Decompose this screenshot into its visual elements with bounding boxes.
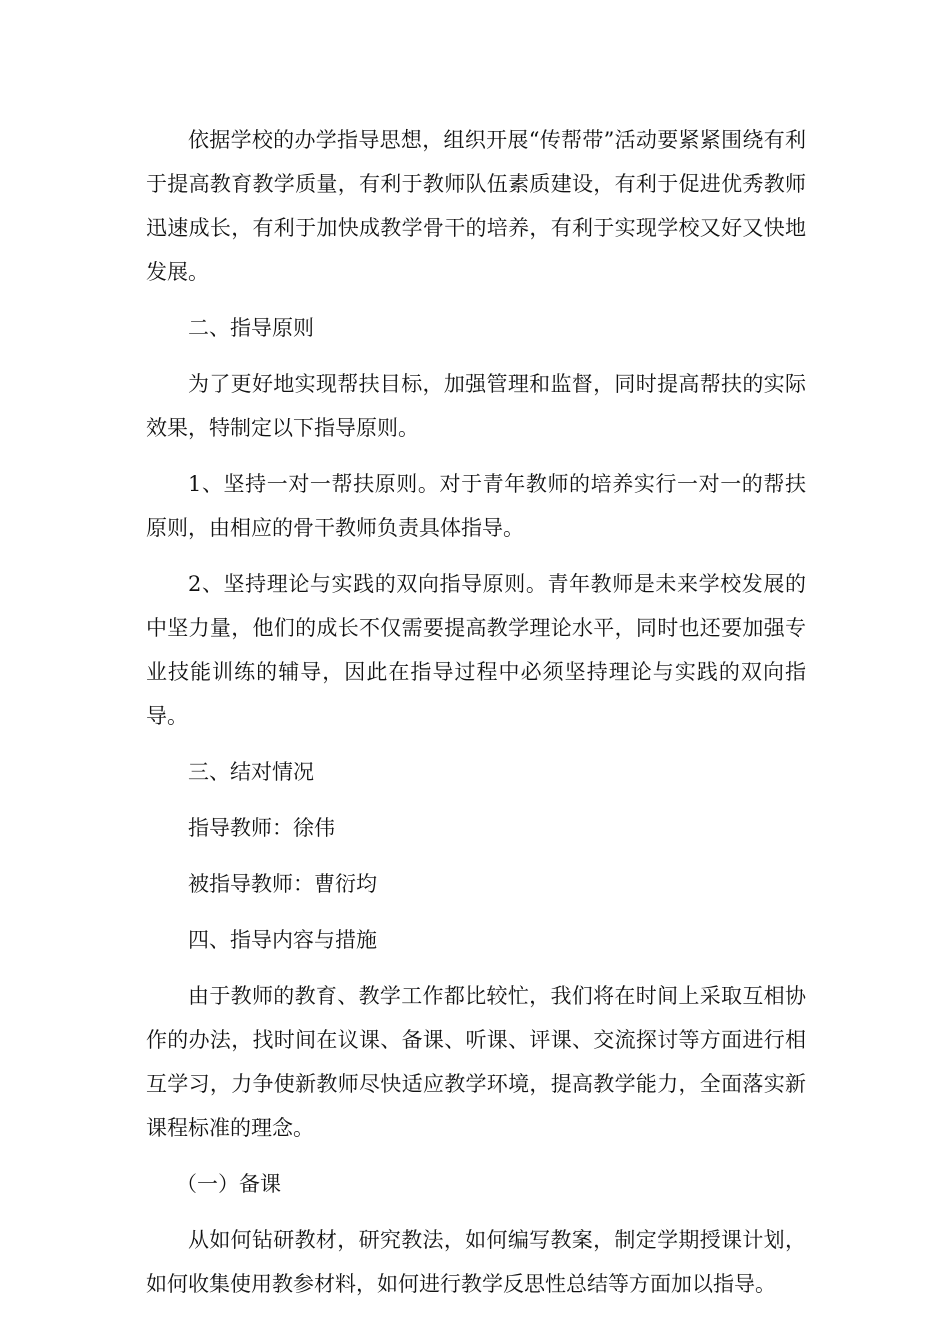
mentor-line: 指导教师：徐伟 [188, 816, 335, 840]
intro-paragraph: 依据学校的办学指导思想，组织开展“传帮带”活动要紧紧围绕有利于提高教育教学质量，有利于教师队伍素质建设，有利于促进优秀教师迅速成长，有利于加快成教学骨干的培养，有利于实现学校又好又快地发展。 [146, 128, 806, 284]
subsection-heading-lesson-prep: （一）备课 [176, 1172, 281, 1196]
principle-two-paragraph: 2、坚持理论与实践的双向指导原则。青年教师是未来学校发展的中坚力量，他们的成长不仅需要提高教学理论水平，同时也还要加强专业技能训练的辅导，因此在指导过程中必须坚持理论与实践的双向指导。 [146, 572, 806, 728]
lesson-prep-paragraph: 从如何钻研教材，研究教法，如何编写教案，制定学期授课计划，如何收集使用教参材料，如何进行教学反思性总结等方面加以指导。 [146, 1228, 806, 1296]
section-heading-principles: 二、指导原则 [188, 316, 314, 340]
principle-one-paragraph: 1、坚持一对一帮扶原则。对于青年教师的培养实行一对一的帮扶原则，由相应的骨干教师负责具体指导。 [146, 472, 806, 540]
section-heading-measures: 四、指导内容与措施 [188, 928, 377, 952]
document-body [146, 118, 806, 1318]
section-heading-pairing: 三、结对情况 [188, 760, 314, 784]
measures-paragraph: 由于教师的教育、教学工作都比较忙，我们将在时间上采取互相协作的办法，找时间在议课、备课、听课、评课、交流探讨等方面进行相互学习，力争使新教师尽快适应教学环境，提高教学能力，全面落实新课程标准的理念。 [146, 984, 806, 1140]
principles-intro-paragraph: 为了更好地实现帮扶目标，加强管理和监督，同时提高帮扶的实际效果，特制定以下指导原则。 [146, 372, 806, 440]
mentee-line: 被指导教师：曹衍均 [188, 872, 377, 896]
